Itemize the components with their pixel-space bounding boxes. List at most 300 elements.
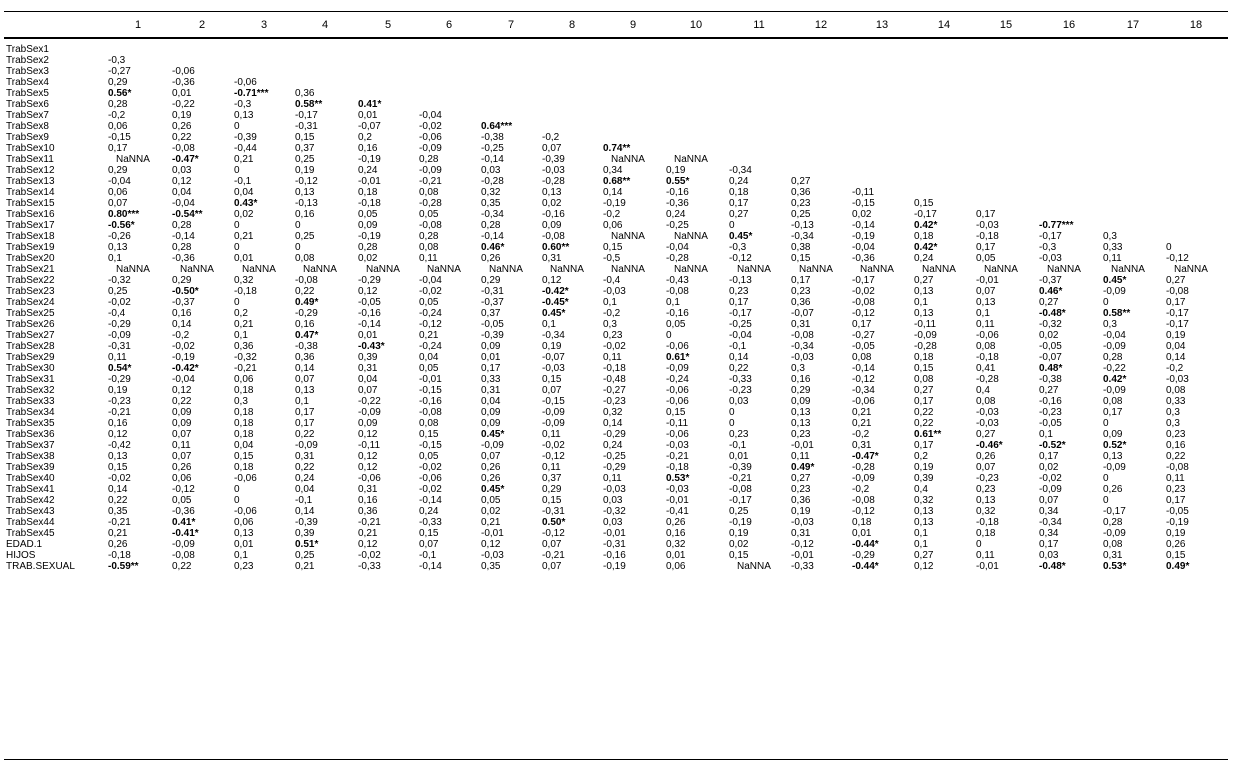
table-cell: 0,19 bbox=[108, 385, 128, 396]
table-cell: 0,13 bbox=[914, 506, 934, 517]
table-cell: -0,08 bbox=[852, 297, 875, 308]
table-cell: 0,32 bbox=[976, 506, 996, 517]
table-cell: 0.53* bbox=[1103, 561, 1127, 572]
table-cell: 0,17 bbox=[295, 407, 315, 418]
table-cell: 0,26 bbox=[1166, 539, 1186, 550]
table-cell: -0,07 bbox=[542, 352, 565, 363]
table-cell: 0,04 bbox=[295, 484, 315, 495]
table-cell: -0,11 bbox=[666, 418, 689, 429]
table-cell: -0,29 bbox=[603, 429, 626, 440]
table-cell: 0,1 bbox=[234, 550, 248, 561]
row-label: TrabSex10 bbox=[6, 143, 55, 154]
table-cell: 0,26 bbox=[481, 462, 501, 473]
table-cell: -0,21 bbox=[419, 176, 442, 187]
table-cell: NaNNA bbox=[611, 154, 645, 165]
table-cell: 0.46* bbox=[1039, 286, 1063, 297]
table-cell: 0,12 bbox=[358, 429, 378, 440]
table-cell: 0,3 bbox=[1166, 418, 1180, 429]
table-cell: 0,19 bbox=[729, 528, 749, 539]
table-cell: -0,13 bbox=[295, 198, 318, 209]
table-cell: -0,01 bbox=[976, 561, 999, 572]
table-cell: -0,3 bbox=[234, 99, 252, 110]
row-label: HIJOS bbox=[6, 550, 36, 561]
table-cell: -0,18 bbox=[976, 231, 999, 242]
table-cell: 0,15 bbox=[729, 550, 749, 561]
table-cell: 0.43* bbox=[234, 198, 258, 209]
table-cell: -0,31 bbox=[108, 341, 131, 352]
table-cell: -0,25 bbox=[666, 220, 689, 231]
table-cell: NaNNA bbox=[489, 264, 523, 275]
table-cell: 0,04 bbox=[481, 396, 501, 407]
table-cell: 0,17 bbox=[976, 242, 996, 253]
table-cell: 0,17 bbox=[295, 418, 315, 429]
table-cell: -0,12 bbox=[852, 374, 875, 385]
table-cell: 0,15 bbox=[603, 242, 623, 253]
table-cell: -0,11 bbox=[852, 187, 875, 198]
table-cell: -0,08 bbox=[172, 143, 195, 154]
table-cell: -0.56* bbox=[108, 220, 135, 231]
table-cell: -0,08 bbox=[852, 495, 875, 506]
table-cell: 0,24 bbox=[419, 506, 439, 517]
table-cell: -0,19 bbox=[172, 352, 195, 363]
table-cell: -0,07 bbox=[1039, 352, 1062, 363]
table-cell: 0,15 bbox=[542, 374, 562, 385]
table-cell: -0,03 bbox=[791, 517, 814, 528]
table-cell: -0,22 bbox=[358, 396, 381, 407]
table-cell: 0 bbox=[729, 407, 735, 418]
table-cell: 0,15 bbox=[295, 132, 315, 143]
table-cell: 0,14 bbox=[172, 319, 192, 330]
table-cell: -0,03 bbox=[976, 407, 999, 418]
table-cell: -0,02 bbox=[108, 297, 131, 308]
table-cell: 0.41* bbox=[172, 517, 196, 528]
table-cell: 0,18 bbox=[976, 528, 996, 539]
table-cell: NaNNA bbox=[799, 264, 833, 275]
table-cell: 0.58** bbox=[1103, 308, 1131, 319]
column-header: 9 bbox=[629, 19, 637, 31]
table-cell: 0,38 bbox=[791, 242, 811, 253]
table-cell: -0,14 bbox=[481, 154, 504, 165]
table-cell: 0,23 bbox=[234, 561, 254, 572]
table-cell: -0,13 bbox=[791, 220, 814, 231]
table-cell: 0 bbox=[234, 484, 240, 495]
table-cell: -0,08 bbox=[666, 286, 689, 297]
table-cell: 0,28 bbox=[172, 242, 192, 253]
table-cell: -0,24 bbox=[419, 308, 442, 319]
table-cell: 0.51* bbox=[295, 539, 319, 550]
table-cell: 0,28 bbox=[358, 242, 378, 253]
table-cell: 0,04 bbox=[1166, 341, 1186, 352]
table-cell: 0,3 bbox=[603, 319, 617, 330]
table-cell: 0.58** bbox=[295, 99, 323, 110]
table-cell: 0,06 bbox=[108, 121, 128, 132]
table-cell: -0,06 bbox=[852, 396, 875, 407]
table-cell: -0,06 bbox=[666, 429, 689, 440]
table-cell: 0,08 bbox=[419, 187, 439, 198]
table-cell: NaNNA bbox=[116, 264, 150, 275]
row-label: TrabSex9 bbox=[6, 132, 49, 143]
table-cell: -0,34 bbox=[791, 231, 814, 242]
table-cell: 0,22 bbox=[172, 132, 192, 143]
row-label: TrabSex5 bbox=[6, 88, 49, 99]
row-label: TrabSex15 bbox=[6, 198, 55, 209]
table-cell: 0,31 bbox=[852, 440, 872, 451]
table-cell: 0,16 bbox=[1166, 440, 1186, 451]
table-cell: 0,26 bbox=[108, 539, 128, 550]
table-cell: 0,02 bbox=[481, 506, 501, 517]
table-cell: 0,36 bbox=[295, 88, 315, 99]
column-header: 13 bbox=[875, 19, 889, 31]
row-label: TrabSex26 bbox=[6, 319, 55, 330]
table-cell: -0,16 bbox=[542, 209, 565, 220]
table-cell: -0,08 bbox=[1166, 286, 1189, 297]
table-cell: -0,21 bbox=[108, 517, 131, 528]
table-cell: -0,28 bbox=[666, 253, 689, 264]
table-cell: -0,1 bbox=[295, 495, 313, 506]
table-cell: 0.54* bbox=[108, 363, 132, 374]
table-cell: 0,3 bbox=[1103, 319, 1117, 330]
table-cell: -0,22 bbox=[1103, 363, 1126, 374]
table-cell: -0,29 bbox=[108, 319, 131, 330]
table-cell: 0,27 bbox=[914, 550, 934, 561]
table-cell: 0.45* bbox=[481, 484, 505, 495]
table-cell: -0.54** bbox=[172, 209, 203, 220]
table-cell: 0,32 bbox=[481, 187, 501, 198]
table-cell: 0,25 bbox=[295, 231, 315, 242]
table-cell: 0,19 bbox=[1166, 330, 1186, 341]
table-cell: -0,01 bbox=[603, 528, 626, 539]
table-cell: 0,07 bbox=[542, 539, 562, 550]
table-cell: -0.48* bbox=[1039, 308, 1066, 319]
table-cell: 0,09 bbox=[172, 418, 192, 429]
table-cell: 0,29 bbox=[481, 275, 501, 286]
table-cell: -0,06 bbox=[172, 66, 195, 77]
table-cell: NaNNA bbox=[116, 154, 150, 165]
table-cell: 0,19 bbox=[666, 165, 686, 176]
table-cell: -0,08 bbox=[419, 220, 442, 231]
table-cell: 0,04 bbox=[358, 374, 378, 385]
table-cell: -0,36 bbox=[172, 506, 195, 517]
table-cell: 0,16 bbox=[666, 528, 686, 539]
table-cell: -0,09 bbox=[542, 407, 565, 418]
table-cell: 0,11 bbox=[603, 473, 622, 484]
table-cell: -0,39 bbox=[542, 154, 565, 165]
table-cell: -0,1 bbox=[729, 341, 747, 352]
row-label: TrabSex44 bbox=[6, 517, 55, 528]
table-cell: 0,27 bbox=[1039, 297, 1059, 308]
table-cell: 0,28 bbox=[172, 220, 192, 231]
table-cell: 0,18 bbox=[234, 385, 254, 396]
row-label: TrabSex33 bbox=[6, 396, 55, 407]
table-cell: -0,21 bbox=[542, 550, 565, 561]
table-cell: 0,11 bbox=[1166, 473, 1185, 484]
table-cell: 0,05 bbox=[419, 363, 439, 374]
table-cell: -0,06 bbox=[666, 385, 689, 396]
table-cell: 0,17 bbox=[852, 319, 872, 330]
table-cell: 0,08 bbox=[419, 242, 439, 253]
table-cell: -0,12 bbox=[542, 528, 565, 539]
table-cell: -0.50* bbox=[172, 286, 199, 297]
table-cell: 0,06 bbox=[172, 473, 192, 484]
table-cell: 0,33 bbox=[1103, 242, 1123, 253]
table-cell: 0,16 bbox=[172, 308, 192, 319]
table-cell: 0,26 bbox=[666, 517, 686, 528]
table-cell: 0,11 bbox=[108, 352, 127, 363]
table-cell: 0,19 bbox=[1166, 528, 1186, 539]
table-cell: 0,1 bbox=[1039, 429, 1053, 440]
table-cell: 0.60** bbox=[542, 242, 570, 253]
row-label: TRAB.SEXUAL bbox=[6, 561, 75, 572]
table-cell: 0,17 bbox=[481, 363, 501, 374]
table-cell: -0,17 bbox=[914, 209, 937, 220]
table-cell: 0,11 bbox=[976, 319, 995, 330]
table-cell: 0,14 bbox=[1166, 352, 1186, 363]
table-cell: -0,43 bbox=[666, 275, 689, 286]
table-cell: 0,21 bbox=[358, 528, 378, 539]
column-header: 10 bbox=[689, 19, 703, 31]
table-cell: 0,1 bbox=[914, 297, 928, 308]
table-cell: -0,33 bbox=[419, 517, 442, 528]
table-cell: 0,1 bbox=[666, 297, 680, 308]
table-cell: 0.42* bbox=[1103, 374, 1127, 385]
row-label: TrabSex36 bbox=[6, 429, 55, 440]
table-cell: 0,36 bbox=[234, 341, 254, 352]
table-cell: 0,09 bbox=[791, 396, 811, 407]
table-cell: 0,02 bbox=[234, 209, 254, 220]
table-cell: NaNNA bbox=[1111, 264, 1145, 275]
table-cell: 0,13 bbox=[791, 407, 811, 418]
row-label: TrabSex2 bbox=[6, 55, 49, 66]
row-label: TrabSex21 bbox=[6, 264, 55, 275]
table-cell: 0,03 bbox=[729, 396, 749, 407]
table-cell: 0,1 bbox=[976, 308, 990, 319]
table-cell: 0,29 bbox=[108, 77, 128, 88]
table-cell: -0,03 bbox=[1039, 253, 1062, 264]
table-cell: -0,24 bbox=[419, 341, 442, 352]
table-cell: 0.49* bbox=[295, 297, 319, 308]
table-cell: -0,19 bbox=[358, 154, 381, 165]
table-cell: 0,18 bbox=[234, 418, 254, 429]
table-cell: -0,32 bbox=[234, 352, 257, 363]
table-cell: 0,17 bbox=[1166, 495, 1186, 506]
table-cell: 0,12 bbox=[358, 462, 378, 473]
row-label: TrabSex19 bbox=[6, 242, 55, 253]
table-cell: -0,32 bbox=[108, 275, 131, 286]
table-cell: -0,12 bbox=[419, 319, 442, 330]
table-cell: 0,1 bbox=[108, 253, 122, 264]
table-cell: 0.48* bbox=[1039, 363, 1063, 374]
row-label: TrabSex8 bbox=[6, 121, 49, 132]
table-cell: 0,25 bbox=[295, 550, 315, 561]
table-cell: NaNNA bbox=[737, 561, 771, 572]
table-cell: 0,07 bbox=[108, 198, 128, 209]
table-cell: -0,03 bbox=[1166, 374, 1189, 385]
table-cell: 0,31 bbox=[481, 385, 501, 396]
table-cell: 0,23 bbox=[1166, 484, 1186, 495]
row-label: TrabSex1 bbox=[6, 44, 49, 55]
table-cell: 0,05 bbox=[358, 209, 378, 220]
table-cell: -0,02 bbox=[108, 473, 131, 484]
table-cell: 0 bbox=[1103, 495, 1109, 506]
table-cell: -0,27 bbox=[108, 66, 131, 77]
table-cell: 0,35 bbox=[108, 506, 128, 517]
table-cell: 0,27 bbox=[729, 209, 749, 220]
table-cell: 0,39 bbox=[914, 473, 934, 484]
table-cell: 0,07 bbox=[1039, 495, 1059, 506]
table-cell: 0,31 bbox=[791, 319, 811, 330]
table-cell: 0,02 bbox=[542, 198, 562, 209]
table-cell: 0,34 bbox=[1039, 506, 1059, 517]
table-cell: -0,12 bbox=[172, 484, 195, 495]
row-label: TrabSex27 bbox=[6, 330, 55, 341]
table-cell: 0,06 bbox=[603, 220, 623, 231]
table-cell: 0,39 bbox=[358, 352, 378, 363]
table-cell: -0,03 bbox=[542, 165, 565, 176]
table-cell: 0,21 bbox=[234, 231, 254, 242]
table-cell: 0,13 bbox=[914, 286, 934, 297]
table-cell: NaNNA bbox=[674, 264, 708, 275]
table-cell: -0,17 bbox=[729, 495, 752, 506]
table-cell: -0,09 bbox=[1103, 462, 1126, 473]
table-cell: 0,32 bbox=[234, 275, 254, 286]
table-cell: 0.49* bbox=[791, 462, 815, 473]
column-header: 1 bbox=[134, 19, 142, 31]
row-label: TrabSex29 bbox=[6, 352, 55, 363]
table-cell: 0,09 bbox=[481, 418, 501, 429]
table-cell: 0,11 bbox=[1103, 253, 1122, 264]
table-cell: -0,1 bbox=[234, 176, 252, 187]
table-cell: -0.52* bbox=[1039, 440, 1066, 451]
column-header: 15 bbox=[999, 19, 1013, 31]
table-cell: -0,36 bbox=[172, 253, 195, 264]
table-cell: 0,28 bbox=[419, 154, 439, 165]
table-cell: -0,1 bbox=[729, 440, 747, 451]
table-cell: -0,18 bbox=[108, 550, 131, 561]
table-cell: -0,23 bbox=[976, 473, 999, 484]
table-cell: 0,14 bbox=[295, 363, 315, 374]
table-cell: 0,31 bbox=[295, 451, 315, 462]
table-cell: 0,27 bbox=[791, 473, 811, 484]
table-cell: -0,23 bbox=[1039, 407, 1062, 418]
table-cell: NaNNA bbox=[674, 154, 708, 165]
table-cell: -0,08 bbox=[1166, 462, 1189, 473]
table-cell: 0,01 bbox=[481, 352, 501, 363]
table-cell: -0,29 bbox=[852, 550, 875, 561]
row-label: TrabSex30 bbox=[6, 363, 55, 374]
table-cell: 0,06 bbox=[666, 561, 686, 572]
table-cell: 0,06 bbox=[234, 517, 254, 528]
table-cell: -0,38 bbox=[295, 341, 318, 352]
table-cell: 0,39 bbox=[295, 528, 315, 539]
table-cell: -0,25 bbox=[729, 319, 752, 330]
table-cell: -0,01 bbox=[666, 495, 689, 506]
table-cell: -0,21 bbox=[358, 517, 381, 528]
row-label: TrabSex42 bbox=[6, 495, 55, 506]
table-cell: 0,26 bbox=[976, 451, 996, 462]
table-cell: NaNNA bbox=[303, 264, 337, 275]
table-cell: 0,22 bbox=[108, 495, 128, 506]
table-cell: -0,04 bbox=[419, 110, 442, 121]
table-cell: -0,28 bbox=[914, 341, 937, 352]
table-cell: 0,18 bbox=[914, 231, 934, 242]
table-cell: 0,17 bbox=[976, 209, 996, 220]
table-cell: 0,16 bbox=[358, 143, 378, 154]
table-cell: 0,03 bbox=[1039, 550, 1059, 561]
table-cell: 0,14 bbox=[295, 506, 315, 517]
table-cell: -0,34 bbox=[791, 341, 814, 352]
table-cell: 0.45* bbox=[1103, 275, 1127, 286]
table-cell: -0,11 bbox=[358, 440, 381, 451]
table-cell: -0,04 bbox=[172, 374, 195, 385]
table-cell: 0,12 bbox=[108, 429, 128, 440]
table-cell: -0,12 bbox=[295, 176, 318, 187]
table-cell: -0,34 bbox=[729, 165, 752, 176]
table-cell: NaNNA bbox=[860, 264, 894, 275]
table-cell: 0.55* bbox=[666, 176, 690, 187]
table-cell: 0,23 bbox=[791, 429, 811, 440]
table-cell: -0,15 bbox=[419, 385, 442, 396]
table-cell: -0,16 bbox=[603, 550, 626, 561]
table-cell: 0 bbox=[976, 539, 982, 550]
table-cell: 0,3 bbox=[1166, 407, 1180, 418]
table-cell: 0,16 bbox=[295, 319, 315, 330]
table-cell: -0,32 bbox=[603, 506, 626, 517]
column-header: 17 bbox=[1126, 19, 1140, 31]
table-cell: 0,24 bbox=[603, 440, 623, 451]
column-header: 2 bbox=[198, 19, 206, 31]
table-cell: -0,11 bbox=[914, 319, 937, 330]
table-cell: 0,21 bbox=[852, 418, 872, 429]
table-cell: -0,09 bbox=[1103, 385, 1126, 396]
table-cell: 0,27 bbox=[976, 429, 996, 440]
table-cell: 0,29 bbox=[791, 385, 811, 396]
table-cell: 0,11 bbox=[976, 550, 995, 561]
table-cell: 0,19 bbox=[914, 462, 934, 473]
table-cell: -0,23 bbox=[108, 396, 131, 407]
table-cell: 0.42* bbox=[914, 220, 938, 231]
table-cell: -0,09 bbox=[1103, 528, 1126, 539]
table-cell: 0,15 bbox=[419, 528, 439, 539]
table-cell: 0,21 bbox=[234, 154, 254, 165]
table-cell: -0,01 bbox=[419, 374, 442, 385]
table-cell: NaNNA bbox=[1047, 264, 1081, 275]
table-cell: 0,22 bbox=[172, 561, 192, 572]
table-cell: 0,34 bbox=[1039, 528, 1059, 539]
table-cell: -0,01 bbox=[791, 550, 814, 561]
table-cell: -0.71*** bbox=[234, 88, 269, 99]
table-cell: 0,31 bbox=[358, 363, 378, 374]
table-cell: 0,01 bbox=[729, 451, 749, 462]
table-cell: 0,02 bbox=[1039, 330, 1059, 341]
table-cell: -0,21 bbox=[666, 451, 689, 462]
table-cell: 0,25 bbox=[295, 154, 315, 165]
table-cell: -0,29 bbox=[108, 374, 131, 385]
table-cell: 0,11 bbox=[791, 451, 810, 462]
table-cell: 0,04 bbox=[172, 187, 192, 198]
table-cell: -0,17 bbox=[1166, 319, 1189, 330]
row-label: TrabSex45 bbox=[6, 528, 55, 539]
table-cell: -0,23 bbox=[603, 396, 626, 407]
table-cell: -0,2 bbox=[108, 110, 126, 121]
table-cell: -0,18 bbox=[603, 363, 626, 374]
table-cell: 0,08 bbox=[976, 341, 996, 352]
table-cell: NaNNA bbox=[366, 264, 400, 275]
table-cell: 0,28 bbox=[1103, 517, 1123, 528]
table-cell: 0,12 bbox=[172, 385, 192, 396]
table-cell: 0,07 bbox=[542, 143, 562, 154]
table-cell: 0,15 bbox=[108, 462, 128, 473]
table-cell: -0,01 bbox=[791, 440, 814, 451]
